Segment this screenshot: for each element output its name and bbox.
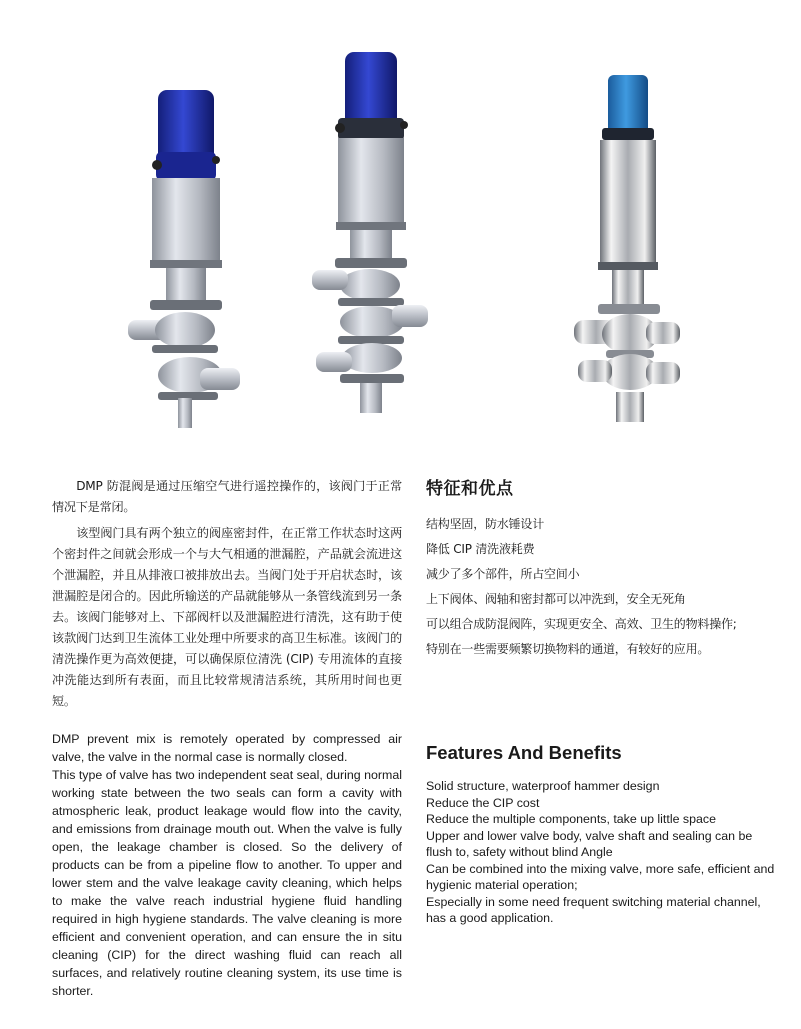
valve-image-2: [312, 52, 428, 413]
features-en-list: [426, 778, 778, 927]
list-item: Solid structure, waterproof hammer design: [426, 779, 660, 793]
list-item: 特别在一些需要频繁切换物料的通道，有较好的应用。: [426, 642, 710, 656]
features-en: [426, 740, 778, 927]
intro-en: [52, 730, 402, 1000]
intro-cn-paragraph-1: DMP 防混阀是通过压缩空气进行遥控操作的，该阀门于正常情况下是常闭。: [52, 479, 402, 514]
valve-image-1: [128, 90, 240, 428]
features-cn-title: 特征和优点: [426, 479, 514, 499]
intro-en-paragraph-2: This type of valve has two independent seat seal, during normal working state between the two seals can form a cavity with atmospheric leak, product leakage would flow into the cavity, and emissions from drainage mouth out. When the valve is fully open, the leakage chamber is closed. So the delivery of products can be from a pipeline flow to another. To upper and lower stem and the valve leakage cavity cleaning, which helps to make the valve reach industrial hygiene fluid handling required in high hygiene standards. The valve cleaning is more efficient and convenient operation, and can ensure the in situ cleaning (CIP) for the direct washing fluid can reach all surfaces, and relatively routine cleaning system, its use time is shorter.: [52, 768, 402, 998]
valve-images: [0, 0, 801, 470]
list-item: Can be combined into the mixing valve, more safe, efficient and hygienic material operation;: [426, 861, 775, 892]
list-item: Reduce the multiple components, take up little space: [426, 812, 716, 826]
features-en-title: Features And Benefits: [426, 742, 622, 763]
features-cn: [426, 476, 786, 662]
features-cn-list: [426, 512, 786, 662]
list-item: 结构坚固，防水锤设计: [426, 517, 545, 531]
list-item: 上下阀体、阀轴和密封都可以冲洗到，安全无死角: [426, 592, 686, 606]
list-item: Upper and lower valve body, valve shaft and sealing can be flush to, safety without blind Angle: [426, 828, 753, 859]
intro-cn-paragraph-2: 该型阀门具有两个独立的阀座密封件，在正常工作状态时这两个密封件之间就会形成一个与大气相通的泄漏腔，产品就会流进这个泄漏腔，并且从排液口被排放出去。当阀门处于开启状态时，该泄漏腔是闭合的。因此所输送的产品就能够从一条管线流到另一条去。该阀门能够对上、下部阀杆以及泄漏腔进行清洗，这有助于使该款阀门达到卫生流体工业处理中所要求的高卫生标准。该阀门的清洗操作更为高效便捷，可以确保原位清洗 (CIP) 专用流体的直接冲洗能达到所有表面，而且比较常规清洁系统，其所用时间也更短。: [52, 526, 402, 708]
list-item: Especially in some need frequent switching material channel, has a good application.: [426, 894, 761, 925]
intro-cn: [52, 476, 402, 712]
list-item: Reduce the CIP cost: [426, 795, 540, 810]
intro-en-paragraph-1: DMP prevent mix is remotely operated by compressed air valve, the valve in the normal case is normally closed.: [52, 732, 402, 764]
list-item: 可以组合成防混阀阵，实现更安全、高效、卫生的物料操作;: [426, 617, 737, 631]
valve-image-3: [574, 75, 680, 422]
list-item: 减少了多个部件，所占空间小: [426, 567, 580, 581]
list-item: 降低 CIP 清洗液耗费: [426, 542, 535, 556]
